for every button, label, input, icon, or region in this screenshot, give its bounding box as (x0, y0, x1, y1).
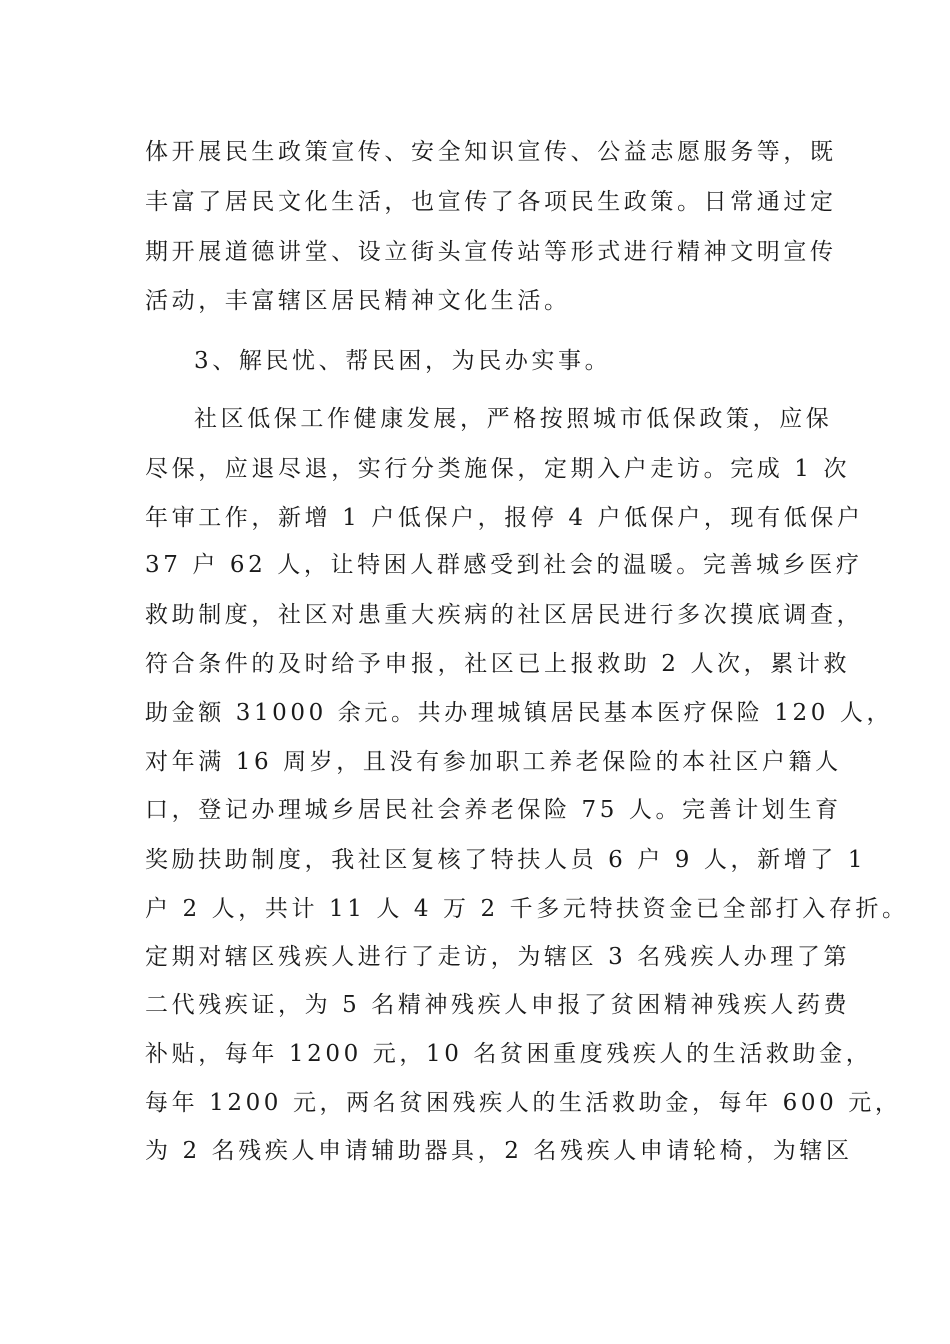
text-line: 符合条件的及时给予申报，社区已上报救助 2 人次，累计救 (145, 651, 851, 677)
text-line: 补贴，每年 1200 元，10 名贫困重度残疾人的生活救助金， (145, 1041, 873, 1067)
text-line: 户 2 人，共计 11 人 4 万 2 千多元特扶资金已全部打入存折。 (145, 896, 909, 922)
section-heading: 3、解民忧、帮民困，为民办实事。 (194, 348, 612, 374)
text-line: 二代残疾证，为 5 名精神残疾人申报了贫困精神残疾人药费 (145, 992, 851, 1018)
text-line: 奖励扶助制度，我社区复核了特扶人员 6 户 9 人，新增了 1 (145, 847, 867, 873)
text-line: 活动，丰富辖区居民精神文化生活。 (145, 288, 571, 314)
text-line: 37 户 62 人，让特困人群感受到社会的温暖。完善城乡医疗 (145, 552, 863, 578)
text-line: 口，登记办理城乡居民社会养老保险 75 人。完善计划生育 (145, 797, 842, 823)
text-line: 对年满 16 周岁，且没有参加职工养老保险的本社区户籍人 (145, 749, 842, 775)
text-line: 定期对辖区残疾人进行了走访，为辖区 3 名残疾人办理了第 (145, 944, 851, 970)
text-line: 体开展民生政策宣传、安全知识宣传、公益志愿服务等，既 (145, 139, 837, 165)
text-line: 年审工作，新增 1 户低保户，报停 4 户低保户，现有低保户 (145, 505, 864, 531)
text-line: 丰富了居民文化生活，也宣传了各项民生政策。日常通过定 (145, 189, 837, 215)
text-line: 助金额 31000 余元。共办理城镇居民基本医疗保险 120 人， (145, 700, 894, 726)
text-line: 尽保，应退尽退，实行分类施保，定期入户走访。完成 1 次 (145, 456, 851, 482)
text-line: 每年 1200 元，两名贫困残疾人的生活救助金，每年 600 元， (145, 1090, 902, 1116)
text-line: 期开展道德讲堂、设立街头宣传站等形式进行精神文明宣传 (145, 239, 837, 265)
text-line: 为 2 名残疾人申请辅助器具，2 名残疾人申请轮椅，为辖区 (145, 1138, 853, 1164)
text-line: 救助制度，社区对患重大疾病的社区居民进行多次摸底调查， (145, 602, 864, 628)
paragraph-first-line: 社区低保工作健康发展，严格按照城市低保政策，应保 (194, 406, 833, 432)
